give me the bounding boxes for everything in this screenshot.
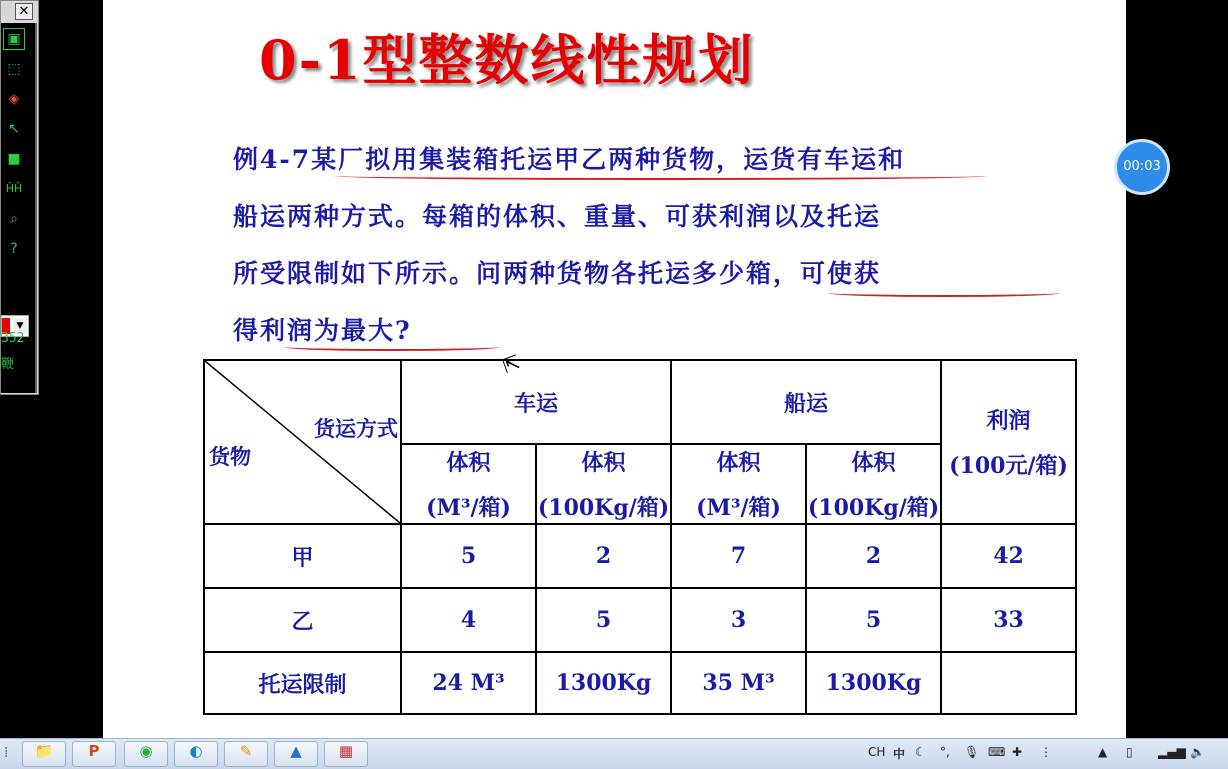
table-cell bbox=[941, 652, 1076, 714]
profit-header-line2: (100元/箱) bbox=[949, 453, 1068, 479]
table-cell: 35 M³ bbox=[671, 652, 806, 714]
slide bbox=[103, 0, 1126, 738]
table-cell: 24 M³ bbox=[401, 652, 536, 714]
counter-text: 352 bbox=[1, 331, 25, 346]
table-row bbox=[204, 524, 1076, 588]
chevron-down-icon[interactable]: ▼ bbox=[13, 318, 27, 334]
sub-header-line2: (M³/箱) bbox=[426, 495, 511, 521]
file-explorer-icon[interactable]: 📁 bbox=[22, 741, 66, 767]
sub-header-line2: (100Kg/箱) bbox=[807, 495, 940, 521]
zoom-icon[interactable]: ⌕ bbox=[10, 211, 18, 227]
red-underline bbox=[284, 343, 500, 351]
language-indicator[interactable]: CH bbox=[868, 745, 886, 759]
edge-icon[interactable]: ◐ bbox=[174, 741, 218, 767]
annotation-toolbar bbox=[0, 0, 39, 395]
paragraph-line-4: 得利润为最大? bbox=[233, 316, 412, 345]
taskbar bbox=[0, 738, 1228, 769]
moon-icon[interactable]: ☾ bbox=[915, 745, 926, 759]
table-cell: 1300Kg bbox=[536, 652, 671, 714]
mouse-cursor-icon: ⇱ bbox=[499, 349, 524, 379]
mic-icon[interactable]: 🎙 bbox=[964, 745, 980, 759]
pointer-icon[interactable]: ↖ bbox=[8, 121, 20, 137]
corner-header-mode: 货运方式 bbox=[314, 416, 398, 441]
sub-header bbox=[806, 444, 941, 524]
paragraph-line-1: 例4-7某厂拟用集装箱托运甲乙两种货物，运货有车运和 bbox=[233, 145, 906, 174]
table-cell: 5 bbox=[806, 588, 941, 652]
sub-header-line1: 体积 bbox=[446, 450, 491, 476]
select-rect-icon[interactable]: ⬚ bbox=[7, 61, 21, 77]
paint-icon[interactable]: ✎ bbox=[224, 741, 268, 767]
tray-more-icon[interactable]: ⋮ bbox=[1040, 745, 1052, 759]
table-row bbox=[204, 588, 1076, 652]
table-corner-cell bbox=[204, 360, 401, 524]
corner-header-goods: 货物 bbox=[209, 444, 251, 469]
table-cell: 3 bbox=[671, 588, 806, 652]
paragraph-line-2: 船运两种方式。每箱的体积、重量、可获利润以及托运 bbox=[233, 202, 882, 231]
keyboard-icon[interactable]: ⌨ bbox=[988, 745, 1006, 759]
group-header-ship: 船运 bbox=[671, 360, 941, 444]
timer-badge[interactable]: 00:03 bbox=[1114, 139, 1170, 195]
row-label: 乙 bbox=[204, 588, 401, 652]
table-cell: 4 bbox=[401, 588, 536, 652]
eraser-icon[interactable]: ◈ bbox=[8, 91, 20, 107]
extra-text: 鞭 bbox=[1, 357, 15, 372]
wechat-icon[interactable]: ◉ bbox=[124, 741, 168, 767]
paragraph-line-3: 所受限制如下所示。问两种货物各托运多少箱，可使获 bbox=[233, 259, 882, 288]
table-cell: 42 bbox=[941, 524, 1076, 588]
sub-header-line1: 体积 bbox=[851, 450, 896, 476]
screen-icon[interactable]: ▣ bbox=[4, 29, 24, 49]
battery-icon[interactable]: ▯ bbox=[1126, 745, 1133, 759]
sub-header-line2: (M³/箱) bbox=[696, 495, 781, 521]
red-underline bbox=[828, 289, 1060, 297]
profit-header-line1: 利润 bbox=[986, 408, 1031, 434]
text-icon[interactable]: ĤĤ bbox=[5, 182, 23, 195]
close-icon[interactable]: ✕ bbox=[15, 3, 33, 20]
table-cell: 1300Kg bbox=[806, 652, 941, 714]
volume-icon[interactable]: 🔈 bbox=[1190, 745, 1205, 759]
row-label: 甲 bbox=[204, 524, 401, 588]
settings-icon[interactable]: ✚ bbox=[1012, 745, 1023, 759]
sub-header-line1: 体积 bbox=[716, 450, 761, 476]
table-cell: 7 bbox=[671, 524, 806, 588]
shipping-table bbox=[203, 359, 1077, 715]
row-label: 托运限制 bbox=[204, 652, 401, 714]
app-grid-icon[interactable]: ▦ bbox=[324, 741, 368, 767]
sub-header-line2: (100Kg/箱) bbox=[537, 495, 670, 521]
profit-header bbox=[941, 360, 1076, 524]
show-hidden-icons[interactable]: ▲ bbox=[1098, 745, 1108, 759]
table-cell: 2 bbox=[806, 524, 941, 588]
ime-indicator[interactable]: 中 bbox=[893, 747, 906, 761]
fill-rect-icon[interactable]: ■ bbox=[7, 151, 21, 167]
help-icon[interactable]: ? bbox=[10, 241, 18, 257]
table-cell: 33 bbox=[941, 588, 1076, 652]
slide-title: 0-1型整数线性规划 bbox=[259, 28, 755, 92]
punctuation-icon[interactable]: °, bbox=[940, 745, 950, 759]
powerpoint-icon[interactable]: P bbox=[72, 741, 116, 767]
lark-icon[interactable]: ▲ bbox=[274, 741, 318, 767]
sub-header bbox=[401, 444, 536, 524]
sub-header bbox=[671, 444, 806, 524]
toolbar-panel bbox=[1, 23, 37, 393]
sub-header bbox=[536, 444, 671, 524]
network-icon[interactable]: ▂▄▆ bbox=[1158, 745, 1186, 759]
red-underline bbox=[335, 172, 987, 180]
grip-icon: ⁞ bbox=[4, 745, 9, 761]
group-header-car: 车运 bbox=[401, 360, 671, 444]
table-row bbox=[204, 652, 1076, 714]
sub-header-line1: 体积 bbox=[581, 450, 626, 476]
table-cell: 5 bbox=[536, 588, 671, 652]
table-cell: 2 bbox=[536, 524, 671, 588]
table-cell: 5 bbox=[401, 524, 536, 588]
